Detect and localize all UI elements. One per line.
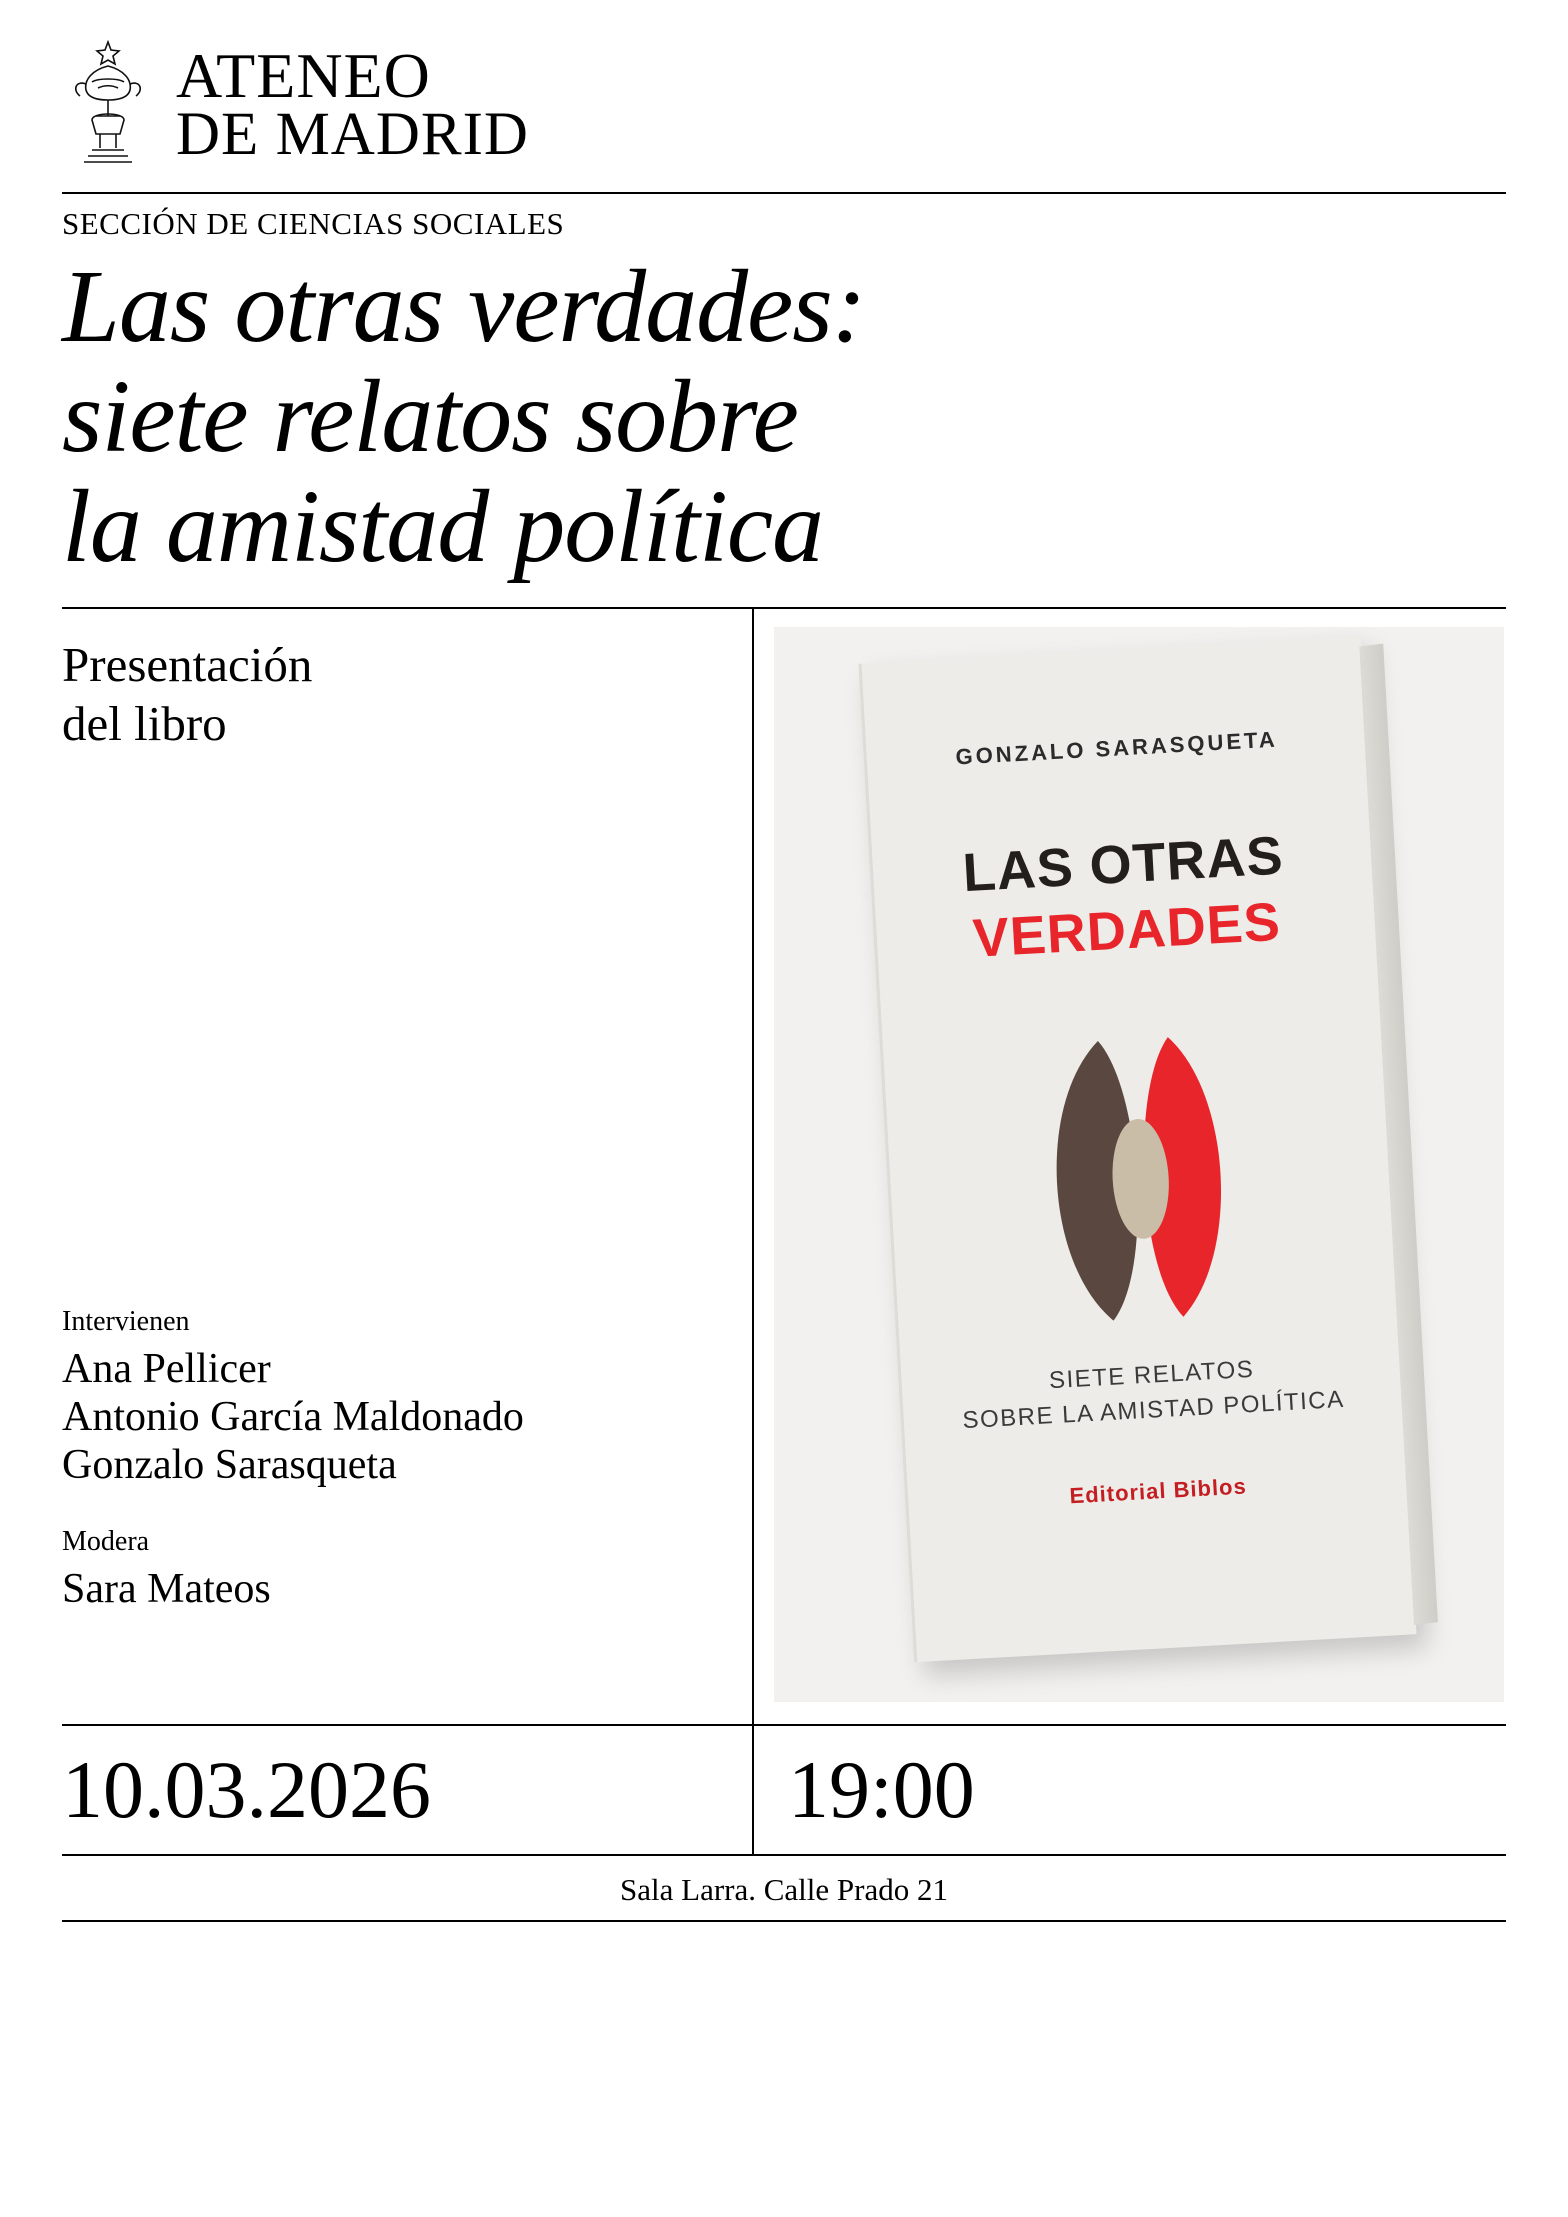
book-author: GONZALO SARASQUETA (954, 726, 1279, 770)
moderator-name: Sara Mateos (62, 1565, 271, 1612)
institution-line-2: DE MADRID (176, 101, 529, 169)
title-line-3: la amistad política (62, 469, 823, 585)
page-title (62, 246, 1506, 607)
presentation-label (62, 635, 752, 755)
title-line-1: Las otras verdades: (62, 249, 866, 364)
event-date: 10.03.2026 (62, 1743, 431, 1835)
presentation-line-1: Presentación (62, 636, 313, 692)
institution-wordmark (176, 38, 529, 169)
book-cover-image (858, 635, 1416, 1662)
title-line-2: siete relatos sobre (62, 359, 798, 475)
header (62, 38, 1506, 188)
book-subtitle (901, 1344, 1404, 1441)
divider-bottom (62, 1920, 1506, 1922)
book-title-line-1: LAS OTRAS (961, 825, 1286, 903)
book-cover-area (754, 609, 1506, 1724)
section-label: SECCIÓN DE CIENCIAS SOCIALES (62, 206, 565, 241)
book-title-line-2: VERDADES (971, 891, 1283, 969)
speaker-name: Ana Pellicer (62, 1346, 271, 1393)
details-column (62, 609, 752, 1724)
event-time: 19:00 (788, 1743, 975, 1835)
moderator-kicker: Modera (62, 1525, 150, 1557)
speaker-name: Gonzalo Sarasqueta (62, 1441, 397, 1488)
book-cover-artwork (883, 1015, 1399, 1342)
book-publisher: Editorial Biblos (1068, 1473, 1248, 1509)
ateneo-crest-icon (62, 38, 154, 166)
event-venue: Sala Larra. Calle Prado 21 (620, 1871, 948, 1907)
event-datetime-row (62, 1724, 1506, 1856)
participants-block (62, 1306, 752, 1614)
content-area (62, 607, 1506, 1724)
book-stage (774, 627, 1506, 1707)
speakers-kicker: Intervienen (62, 1306, 190, 1338)
book-subtitle-line-2: SOBRE LA AMISTAD POLÍTICA (961, 1385, 1346, 1434)
presentation-line-2: del libro (62, 696, 227, 752)
speaker-name: Antonio García Maldonado (62, 1394, 524, 1441)
institution-line-1: ATENEO (176, 40, 431, 111)
book-subtitle-line-1: SIETE RELATOS (1048, 1355, 1255, 1394)
